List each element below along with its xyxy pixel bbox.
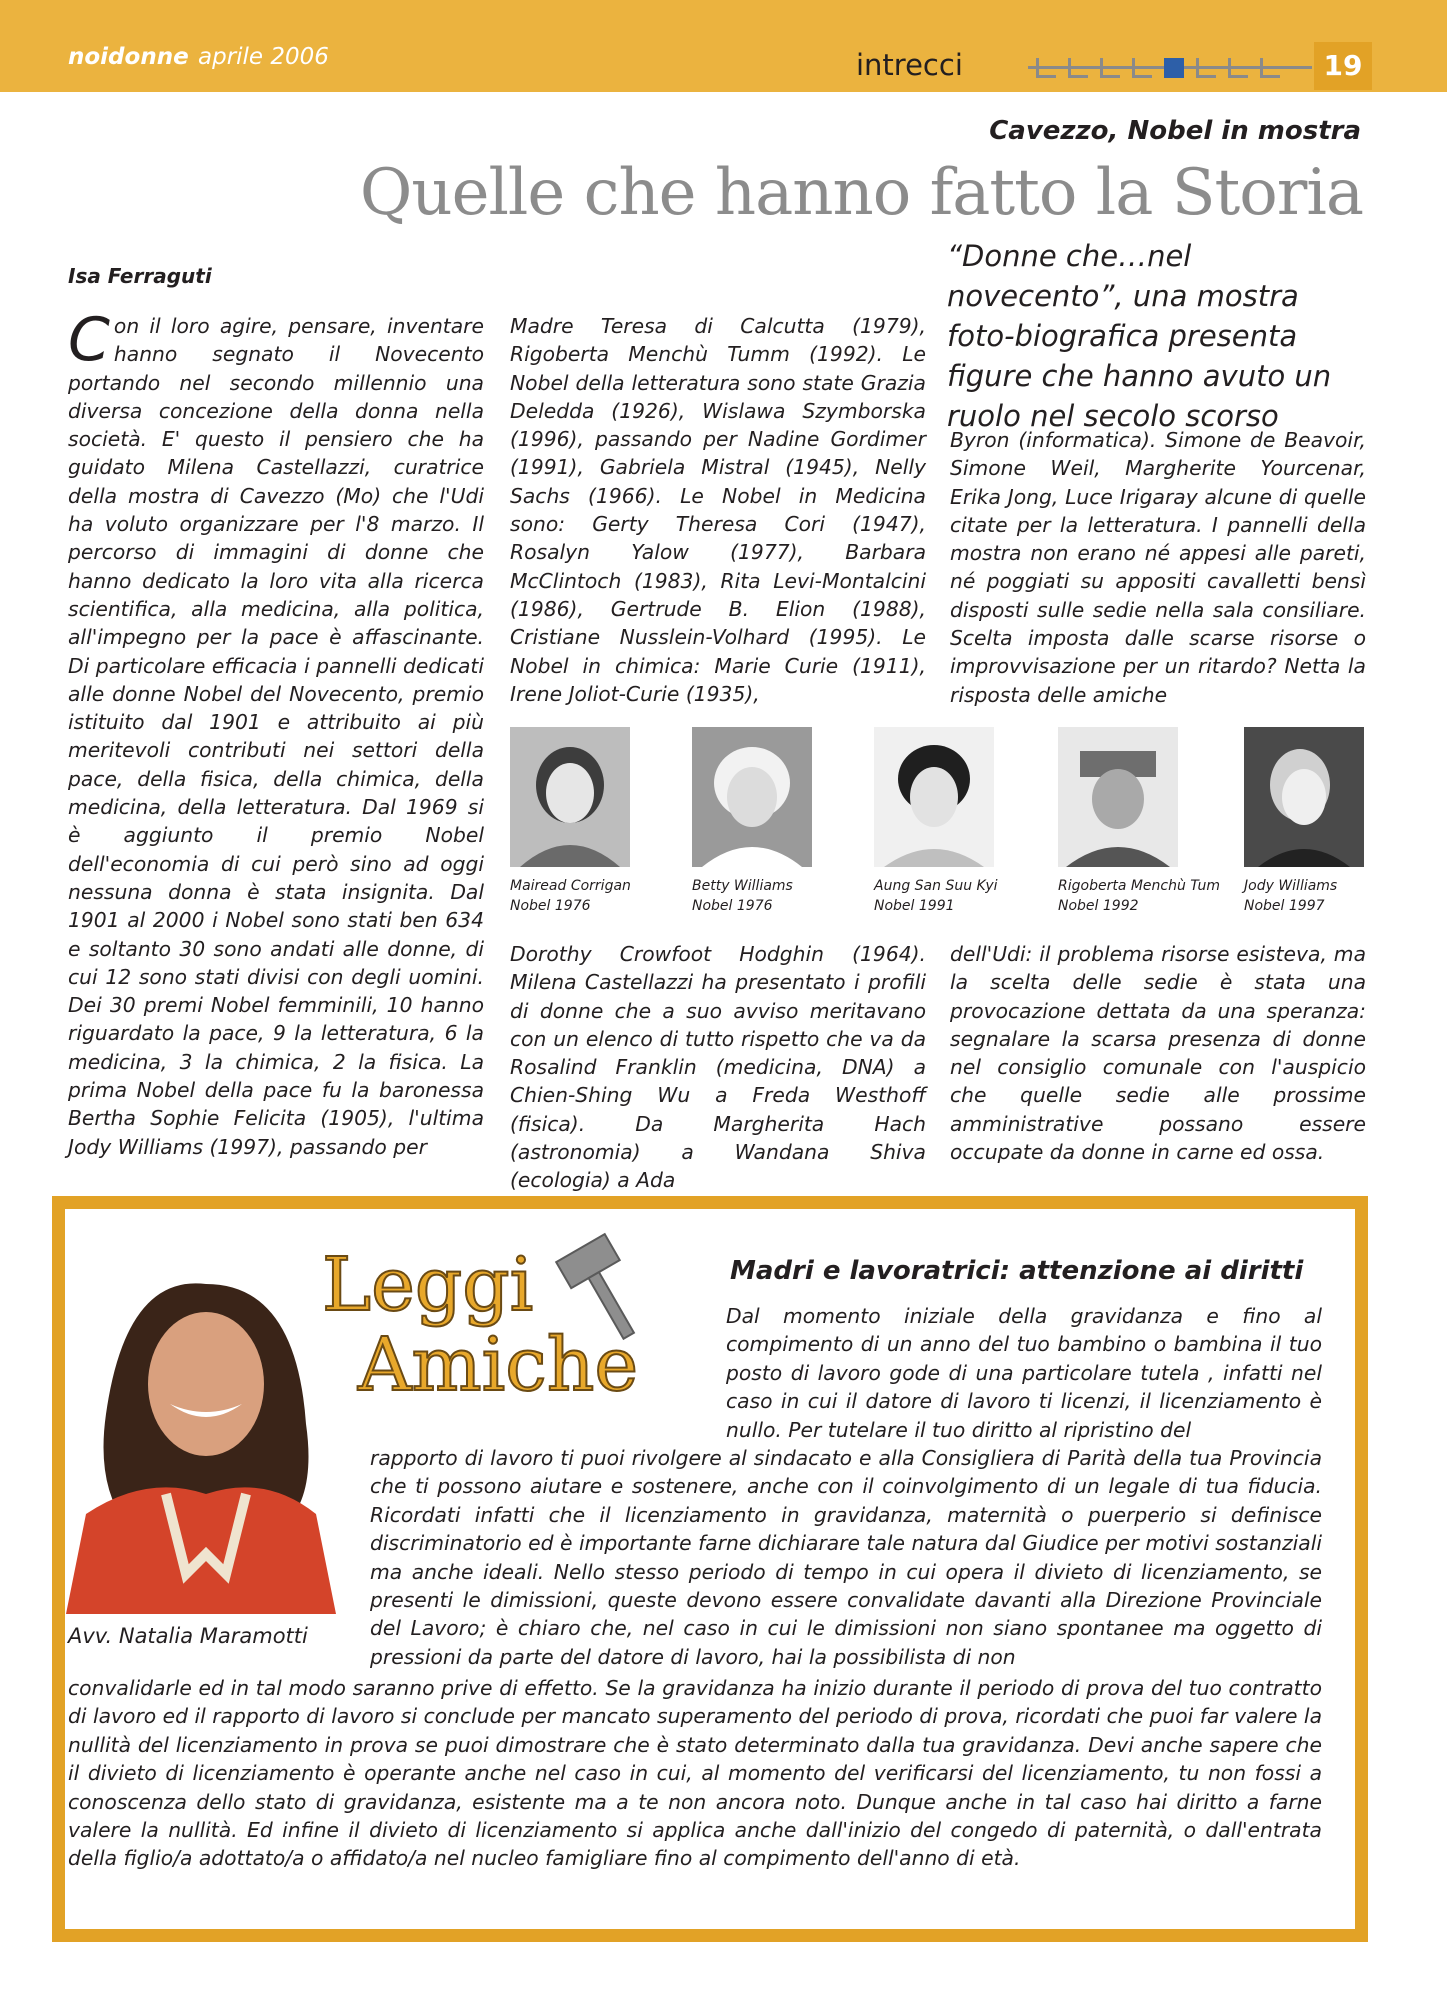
article-column-3-bottom: dell'Udi: il problema risorse esisteva, ma la scelta delle sedie è stata una provocazione dettata da una speranza: segnalare la scarsa presenza di donne nel consiglio comunale con l'auspicio che quelle sedie alle prossime amministrative possano essere occupate da donne in carne ed ossa. — [950, 942, 1366, 1165]
column-1-text: on il loro agire, pensare, inventare hanno segnato il Novecento portando nel secondo millennio una diversa concezione della donna nella società. E' questo il pensiero che ha guidato Milena Castellazzi, curatrice della mostra di Cavezzo (Mo) che l'Udi ha voluto organizzare per l'8 marzo. Il percorso di immagini di donne che hanno dedicato la loro vita alla ricerca scientifica, alla medicina, alla politica, all'impegno per la pace è affascinante. Di particolare efficacia i pannelli dedicati alle donne Nobel del Novecento, premio istituito dal 1901 e attribuito ai più meritevoli contributi nei settori della pace, della fisica, della chimica, della medicina, della letteratura. Dal 1969 si è aggiunto il premio Nobel dell'economia di cui però sino ad oggi nessuna donna è stata insignita. Dal 1901 al 2000 i Nobel sono stati ben 634 e soltanto 30 sono andati alle donne, di cui 12 sono stati divisi con degli uomini. Dei 30 premi Nobel femminili, 10 hanno riguardato la pace, 9 la letteratura, 6 la medicina, 3 la chimica, 2 la fisica. La prima Nobel della pace fu la baronessa Bertha Sophie Felicita (1905), l'ultima Jody Williams (1997), passando per — [68, 314, 484, 1159]
section-indicator-square — [1228, 58, 1248, 78]
box-text-top: Dal momento iniziale della gravidanza e fino al compimento di un anno del tuo bambino o bambina il tuo posto di lavoro gode di una particolare tutela , infatti nel caso in cui il datore di lavoro ti licenzi, il licenziamento è nullo. Per tutelare il tuo diritto al ripristino del — [726, 1304, 1322, 1442]
article-standfirst: “Donne che…nel novecento”, una mostra foto-biografica presenta figure che hanno avuto un ruolo nel secolo scorso — [947, 239, 1332, 433]
photo-rigoberta-menchu — [1058, 727, 1178, 867]
gavel-icon — [530, 1230, 670, 1350]
section-indicator-square — [1260, 58, 1280, 78]
drop-cap: C — [68, 305, 110, 375]
photo-caption: Mairead Corrigan Nobel 1976 — [510, 878, 631, 914]
article-column-1 — [68, 305, 484, 1162]
page-number: 19 — [1314, 42, 1372, 90]
leggi-amiche-logo-line2: Amiche — [358, 1322, 639, 1408]
magazine-name: noidonne — [68, 44, 189, 70]
photo-caption: Betty Williams Nobel 1976 — [692, 878, 793, 914]
box-title: Madri e lavoratrici: attenzione ai diritti — [730, 1256, 1304, 1286]
section-name: intrecci — [856, 48, 963, 82]
portrait-caption: Avv. Natalia Maramotti — [68, 1624, 308, 1648]
photo-caption: Rigoberta Menchù Tum Nobel 1992 — [1058, 878, 1220, 914]
photo-betty-williams — [692, 727, 812, 867]
section-indicator-square — [1036, 58, 1056, 78]
photo-aung-san-suu-kyi — [874, 727, 994, 867]
box-text-bottom: convalidarle ed in tal modo saranno prive di effetto. Se la gravidanza ha inizio durante il periodo di prova del tuo contratto di lavoro ed il rapporto di lavoro si conclude per mancato superamento del periodo di prova, ricordati che puoi far valere la nullità del licenziamento in prova se puoi dimostrare che è stato determinato dalla tua gravidanza. Devi anche sapere che il divieto di licenziamento è operante anche nel caso in cui, al momento del verificarsi del licenziamento, tu non fossi a conoscenza dello stato di gravidanza, esistente ma a te non ancora noto. Dunque anche in tal caso hai diritto a farne valere la nullità. Ed infine il divieto di licenziamento si applica anche dall'inizio del congedo di paternità, o dall'entrata della figlio/a adottato/a o affidato/a nel nucleo famigliare fino al compimento dell'anno di età. — [68, 1676, 1322, 1871]
section-indicator-square — [1196, 58, 1216, 78]
article-column-3-top: Byron (informatica). Simone de Beavoir, Simone Weil, Margherite Yourcenar, Erika Jong, Luce Irigaray alcune di quelle citate per la letteratura. I pannelli della mostra non erano né appesi alle pareti, né poggiati su appositi cavalletti bensì disposti sulle sedie nella sala consiliare. Scelta imposta dalle scarse risorse o improvvisazione per un ritardo? Netta la risposta delle amiche — [950, 428, 1366, 707]
section-indicator-square — [1068, 58, 1088, 78]
section-indicator-square — [1100, 58, 1120, 78]
article-column-2-top: Madre Teresa di Calcutta (1979), Rigoberta Menchù Tumm (1992). Le Nobel della letteratura sono state Grazia Deledda (1926), Wislawa Szymborska (1996), passando per Nadine Gordimer (1991), Gabriela Mistral (1945), Nelly Sachs (1966). Le Nobel in Medicina sono: Gerty Theresa Cori (1947), Rosalyn Yalow (1977), Barbara McClintoch (1983), Rita Levi-Montalcini (1986), Gertrude B. Elion (1988), Cristiane Nusslein-Volhard (1995). Le Nobel in chimica: Marie Curie (1911), Irene Joliot-Curie (1935), — [510, 314, 926, 706]
photo-caption: Jody Williams Nobel 1997 — [1244, 878, 1338, 914]
box-text-middle: rapporto di lavoro ti puoi rivolgere al sindacato e alla Consigliera di Parità della tua Provincia che ti possono aiutare e sostenere, anche con il coinvolgimento di un legale di tua fiducia. Ricordati infatti che il licenziamento in gravidanza, maternità o puerperio si definisce discriminatorio ed è importante farne dichiarare tale natura dal Giudice per motivi sostanziali ma anche ideali. Nello stesso periodo di tempo in cui opera il divieto di licenziamento, se presenti le dimissioni, queste devono essere convalidate davanti alla Direzione Provinciale del Lavoro; è chiaro che, nel caso in cui le dimissioni non siano spontanee ma oggetto di pressioni da parte del datore di lavoro, hai la possibilista di non — [370, 1446, 1322, 1669]
photo-mairead-corrigan — [510, 727, 630, 867]
article-headline: Quelle che hanno fatto la Storia — [359, 156, 1363, 230]
section-indicator-active — [1164, 58, 1184, 78]
article-kicker: Cavezzo, Nobel in mostra — [989, 116, 1361, 146]
article-column-2-bottom: Dorothy Crowfoot Hodghin (1964). Milena Castellazzi ha presentato i profili di donne che a suo avviso meritavano con un elenco di tutto rispetto che va da Rosalind Franklin (medicina, DNA) a Chien-Shing Wu a Freda Westhoff (fisica). Da Margherita Hach (astronomia) a Wandana Shiva (ecologia) a Ada — [510, 942, 926, 1193]
photo-jody-williams — [1244, 727, 1364, 867]
photo-caption: Aung San Suu Kyi Nobel 1991 — [874, 878, 998, 914]
section-indicator-square — [1132, 58, 1152, 78]
article-author: Isa Ferraguti — [68, 264, 212, 288]
leggi-amiche-logo-line1: Leggi — [322, 1242, 534, 1328]
issue-date: aprile 2006 — [198, 44, 329, 70]
portrait-natalia-maramotti — [66, 1254, 336, 1614]
